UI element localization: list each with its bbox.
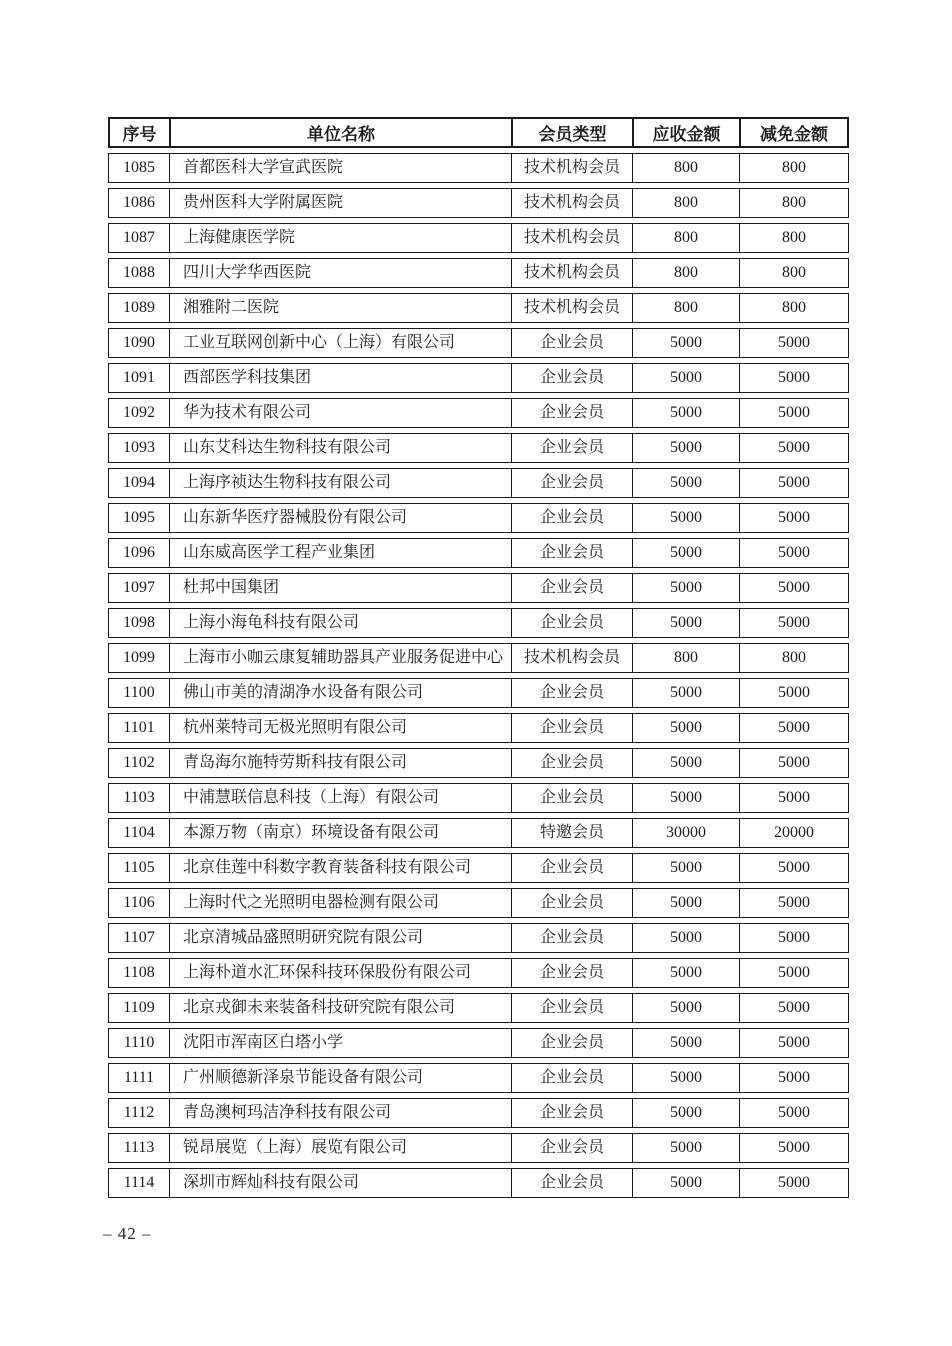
cell-amount-due: 800 [632,293,739,323]
cell-amount-waived: 5000 [739,853,849,883]
cell-unit-name: 西部医学科技集团 [169,363,511,393]
cell-unit-name: 北京戎御未来装备科技研究院有限公司 [169,993,511,1023]
cell-amount-due: 5000 [632,678,739,708]
cell-serial: 1097 [108,573,169,603]
cell-amount-waived: 5000 [739,888,849,918]
cell-serial: 1102 [108,748,169,778]
membership-fee-table [108,112,849,1203]
table-row [108,818,849,848]
table-row [108,573,849,603]
cell-amount-due: 5000 [632,503,739,533]
cell-unit-name: 佛山市美的清湖净水设备有限公司 [169,678,511,708]
cell-unit-name: 首都医科大学宣武医院 [169,153,511,183]
cell-member-type: 企业会员 [511,398,632,428]
table-row [108,328,849,358]
cell-amount-waived: 5000 [739,1168,849,1198]
table-row [108,958,849,988]
cell-member-type: 技术机构会员 [511,223,632,253]
cell-unit-name: 杜邦中国集团 [169,573,511,603]
cell-member-type: 企业会员 [511,573,632,603]
table-row [108,923,849,953]
table-row [108,433,849,463]
table-body [108,153,849,1198]
cell-member-type: 企业会员 [511,503,632,533]
cell-amount-waived: 5000 [739,1063,849,1093]
cell-serial: 1105 [108,853,169,883]
cell-serial: 1093 [108,433,169,463]
cell-member-type: 技术机构会员 [511,293,632,323]
column-header-member-type: 会员类型 [511,117,632,148]
cell-amount-due: 5000 [632,1133,739,1163]
cell-amount-waived: 800 [739,293,849,323]
cell-amount-waived: 5000 [739,433,849,463]
cell-serial: 1085 [108,153,169,183]
cell-serial: 1098 [108,608,169,638]
cell-member-type: 企业会员 [511,1028,632,1058]
cell-amount-waived: 5000 [739,923,849,953]
cell-amount-waived: 5000 [739,468,849,498]
cell-serial: 1113 [108,1133,169,1163]
table-row [108,398,849,428]
cell-amount-due: 5000 [632,1063,739,1093]
cell-member-type: 企业会员 [511,328,632,358]
cell-amount-due: 5000 [632,573,739,603]
cell-unit-name: 青岛澳柯玛洁净科技有限公司 [169,1098,511,1128]
table-row [108,1168,849,1198]
cell-amount-waived: 800 [739,188,849,218]
table-row [108,713,849,743]
cell-unit-name: 上海小海龟科技有限公司 [169,608,511,638]
table-row [108,468,849,498]
cell-unit-name: 上海健康医学院 [169,223,511,253]
cell-serial: 1106 [108,888,169,918]
cell-amount-due: 5000 [632,958,739,988]
cell-amount-waived: 5000 [739,1028,849,1058]
cell-serial: 1111 [108,1063,169,1093]
cell-amount-waived: 5000 [739,1133,849,1163]
cell-amount-due: 5000 [632,1168,739,1198]
cell-amount-waived: 20000 [739,818,849,848]
cell-amount-due: 5000 [632,468,739,498]
cell-amount-waived: 5000 [739,328,849,358]
cell-member-type: 企业会员 [511,748,632,778]
cell-amount-waived: 5000 [739,1098,849,1128]
cell-member-type: 企业会员 [511,1098,632,1128]
cell-member-type: 企业会员 [511,783,632,813]
table-row [108,188,849,218]
cell-member-type: 特邀会员 [511,818,632,848]
cell-amount-waived: 800 [739,223,849,253]
cell-amount-waived: 5000 [739,538,849,568]
table-row [108,853,849,883]
cell-amount-waived: 800 [739,643,849,673]
cell-member-type: 技术机构会员 [511,188,632,218]
cell-amount-waived: 5000 [739,573,849,603]
cell-unit-name: 北京佳莲中科数字教育装备科技有限公司 [169,853,511,883]
cell-member-type: 技术机构会员 [511,153,632,183]
cell-serial: 1109 [108,993,169,1023]
column-header-amount-due: 应收金额 [632,117,739,148]
cell-amount-due: 5000 [632,328,739,358]
cell-amount-due: 5000 [632,1028,739,1058]
table-row [108,783,849,813]
cell-amount-waived: 5000 [739,783,849,813]
cell-amount-due: 5000 [632,433,739,463]
table-row [108,888,849,918]
table-row [108,1133,849,1163]
table-row [108,223,849,253]
cell-amount-waived: 5000 [739,993,849,1023]
cell-serial: 1087 [108,223,169,253]
cell-amount-waived: 5000 [739,503,849,533]
cell-member-type: 企业会员 [511,468,632,498]
cell-unit-name: 山东威高医学工程产业集团 [169,538,511,568]
cell-unit-name: 上海时代之光照明电器检测有限公司 [169,888,511,918]
cell-unit-name: 深圳市辉灿科技有限公司 [169,1168,511,1198]
cell-amount-due: 800 [632,188,739,218]
cell-amount-due: 5000 [632,853,739,883]
table-row [108,678,849,708]
cell-amount-due: 5000 [632,888,739,918]
table-row [108,363,849,393]
cell-unit-name: 锐昂展览（上海）展览有限公司 [169,1133,511,1163]
cell-unit-name: 本源万物（南京）环境设备有限公司 [169,818,511,848]
cell-member-type: 企业会员 [511,608,632,638]
table-row [108,1098,849,1128]
table-row [108,503,849,533]
cell-member-type: 企业会员 [511,958,632,988]
column-header-amount-waived: 减免金额 [739,117,849,148]
cell-member-type: 企业会员 [511,713,632,743]
cell-serial: 1112 [108,1098,169,1128]
cell-amount-due: 5000 [632,608,739,638]
cell-member-type: 企业会员 [511,993,632,1023]
cell-unit-name: 湘雅附二医院 [169,293,511,323]
cell-member-type: 企业会员 [511,923,632,953]
table-row [108,1028,849,1058]
table-row [108,993,849,1023]
cell-amount-due: 5000 [632,713,739,743]
table-row [108,608,849,638]
table-header [108,117,849,148]
cell-serial: 1092 [108,398,169,428]
cell-amount-waived: 5000 [739,608,849,638]
column-header-unit-name: 单位名称 [169,117,511,148]
cell-amount-due: 30000 [632,818,739,848]
membership-fee-table-wrap [108,112,849,1203]
cell-serial: 1101 [108,713,169,743]
cell-unit-name: 工业互联网创新中心（上海）有限公司 [169,328,511,358]
cell-serial: 1094 [108,468,169,498]
cell-amount-waived: 5000 [739,678,849,708]
cell-serial: 1096 [108,538,169,568]
cell-unit-name: 贵州医科大学附属医院 [169,188,511,218]
cell-unit-name: 四川大学华西医院 [169,258,511,288]
cell-unit-name: 沈阳市浑南区白塔小学 [169,1028,511,1058]
cell-serial: 1110 [108,1028,169,1058]
cell-serial: 1099 [108,643,169,673]
table-row [108,153,849,183]
cell-serial: 1089 [108,293,169,323]
cell-unit-name: 华为技术有限公司 [169,398,511,428]
cell-unit-name: 上海市小咖云康复辅助器具产业服务促进中心 [169,643,511,673]
cell-serial: 1100 [108,678,169,708]
cell-member-type: 企业会员 [511,678,632,708]
cell-unit-name: 青岛海尔施特劳斯科技有限公司 [169,748,511,778]
cell-member-type: 企业会员 [511,538,632,568]
cell-amount-waived: 800 [739,258,849,288]
table-header-row [108,117,849,148]
cell-amount-due: 5000 [632,363,739,393]
cell-serial: 1091 [108,363,169,393]
cell-amount-waived: 800 [739,153,849,183]
cell-amount-due: 800 [632,223,739,253]
cell-member-type: 企业会员 [511,1133,632,1163]
column-header-serial: 序号 [108,117,169,148]
cell-amount-due: 5000 [632,923,739,953]
cell-amount-due: 5000 [632,783,739,813]
cell-amount-waived: 5000 [739,958,849,988]
cell-unit-name: 杭州莱特司无极光照明有限公司 [169,713,511,743]
table-row [108,538,849,568]
cell-member-type: 企业会员 [511,363,632,393]
cell-serial: 1086 [108,188,169,218]
cell-unit-name: 上海朴道水汇环保科技环保股份有限公司 [169,958,511,988]
cell-serial: 1095 [108,503,169,533]
cell-amount-due: 5000 [632,1098,739,1128]
page-number: – 42 – [103,1224,152,1243]
cell-amount-due: 5000 [632,538,739,568]
cell-member-type: 企业会员 [511,433,632,463]
cell-serial: 1088 [108,258,169,288]
cell-amount-due: 800 [632,258,739,288]
cell-amount-waived: 5000 [739,713,849,743]
cell-amount-waived: 5000 [739,398,849,428]
cell-member-type: 技术机构会员 [511,258,632,288]
cell-serial: 1114 [108,1168,169,1198]
cell-serial: 1090 [108,328,169,358]
cell-serial: 1104 [108,818,169,848]
cell-amount-due: 800 [632,643,739,673]
cell-amount-due: 5000 [632,398,739,428]
cell-unit-name: 山东艾科达生物科技有限公司 [169,433,511,463]
cell-serial: 1103 [108,783,169,813]
cell-unit-name: 广州顺德新泽泉节能设备有限公司 [169,1063,511,1093]
cell-amount-due: 5000 [632,993,739,1023]
cell-unit-name: 北京清城品盛照明研究院有限公司 [169,923,511,953]
cell-unit-name: 中浦慧联信息科技（上海）有限公司 [169,783,511,813]
table-row [108,293,849,323]
cell-member-type: 企业会员 [511,888,632,918]
table-row [108,1063,849,1093]
cell-amount-due: 5000 [632,748,739,778]
cell-member-type: 技术机构会员 [511,643,632,673]
cell-amount-due: 800 [632,153,739,183]
cell-member-type: 企业会员 [511,853,632,883]
table-row [108,748,849,778]
cell-unit-name: 山东新华医疗器械股份有限公司 [169,503,511,533]
table-row [108,643,849,673]
cell-serial: 1108 [108,958,169,988]
cell-member-type: 企业会员 [511,1063,632,1093]
cell-unit-name: 上海序祯达生物科技有限公司 [169,468,511,498]
cell-member-type: 企业会员 [511,1168,632,1198]
table-row [108,258,849,288]
cell-amount-waived: 5000 [739,363,849,393]
cell-serial: 1107 [108,923,169,953]
cell-amount-waived: 5000 [739,748,849,778]
